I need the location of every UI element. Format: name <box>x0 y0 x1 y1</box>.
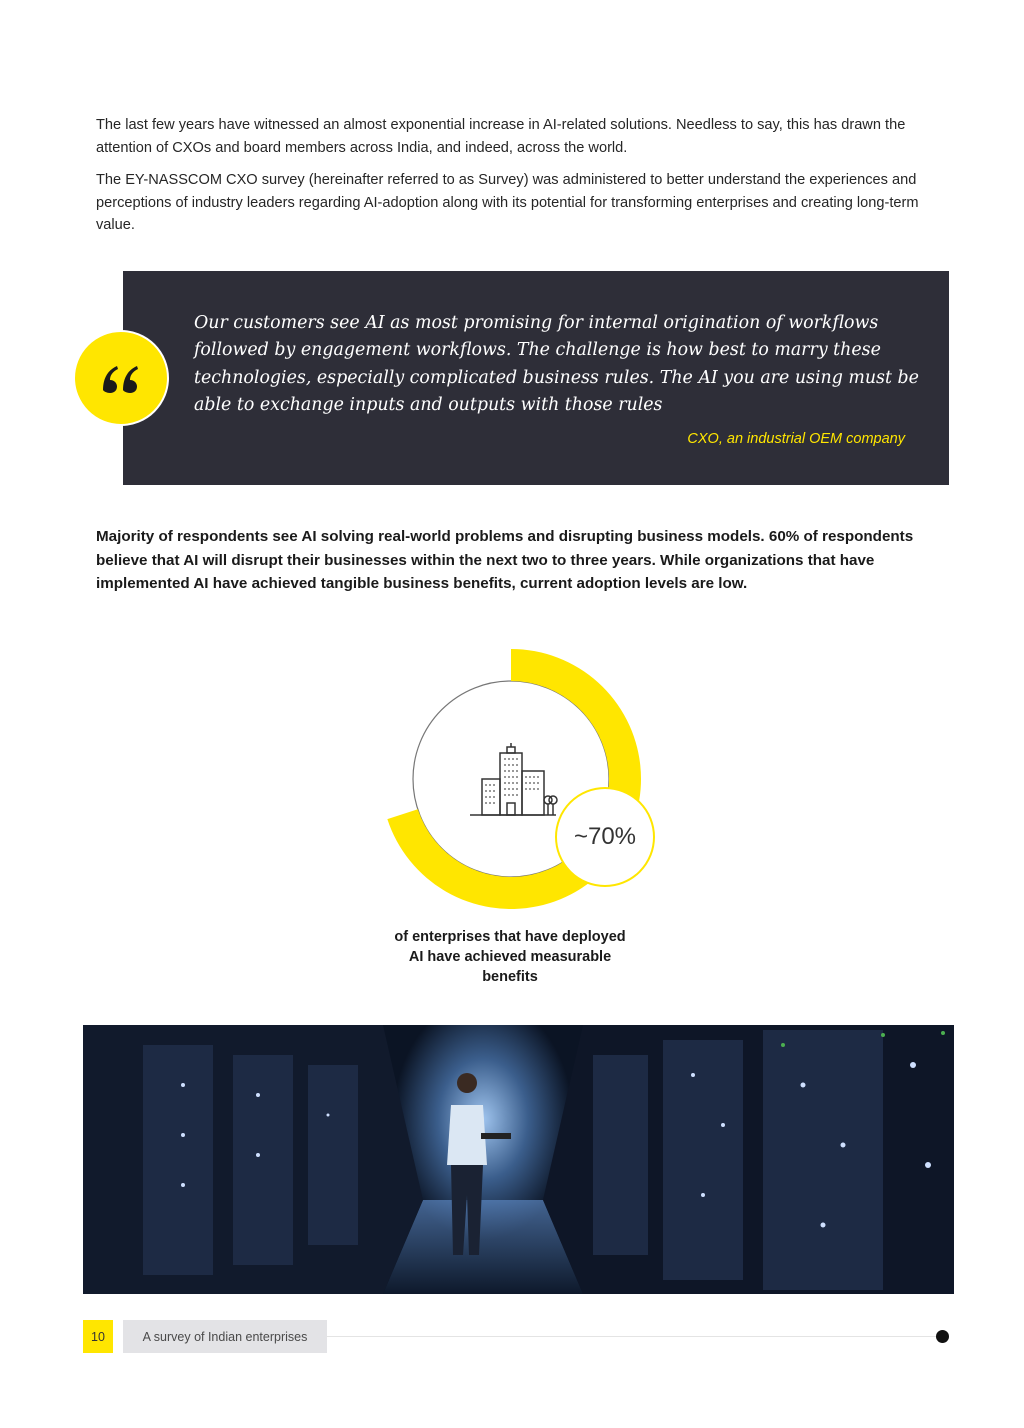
footer-title: A survey of Indian enterprises <box>123 1320 327 1353</box>
percentage-badge: ~70% <box>555 787 655 887</box>
building-icon <box>470 743 557 815</box>
footer-divider <box>327 1336 937 1337</box>
page-number: 10 <box>83 1320 113 1353</box>
quote-attribution: CXO, an industrial OEM company <box>687 431 905 447</box>
quote-text: Our customers see AI as most promising for internal origination of workflows followed by engagement workflows. The challenge is how best to marry these technologies, especially complicated business rules. The AI you are using must be able to exchange inputs and outputs with those rules <box>194 313 919 415</box>
data-center-photo <box>83 1025 954 1294</box>
intro-paragraph-1: The last few years have witnessed an almost exponential increase in AI-related solutions. Needless to say, this has drawn the attention of CXOs and board members across India, and indeed, across the world. <box>96 117 906 156</box>
chart-caption: of enterprises that have deployed AI have achieved measurable benefits <box>394 929 626 985</box>
lead-paragraph: Majority of respondents see AI solving real-world problems and disrupting business models. 60% of respondents believe that AI will disrupt their businesses within the next two to three years. While organizations that have implemented AI have achieved tangible business benefits, current adoption levels are low. <box>96 528 914 592</box>
intro-paragraph-2: The EY-NASSCOM CXO survey (hereinafter referred to as Survey) was administered to better understand the experiences and perceptions of industry leaders regarding AI-adoption along with its potential for transforming enterprises and creating long-term value. <box>96 172 919 233</box>
footer-dot <box>936 1330 949 1343</box>
quote-mark-icon <box>73 330 169 426</box>
